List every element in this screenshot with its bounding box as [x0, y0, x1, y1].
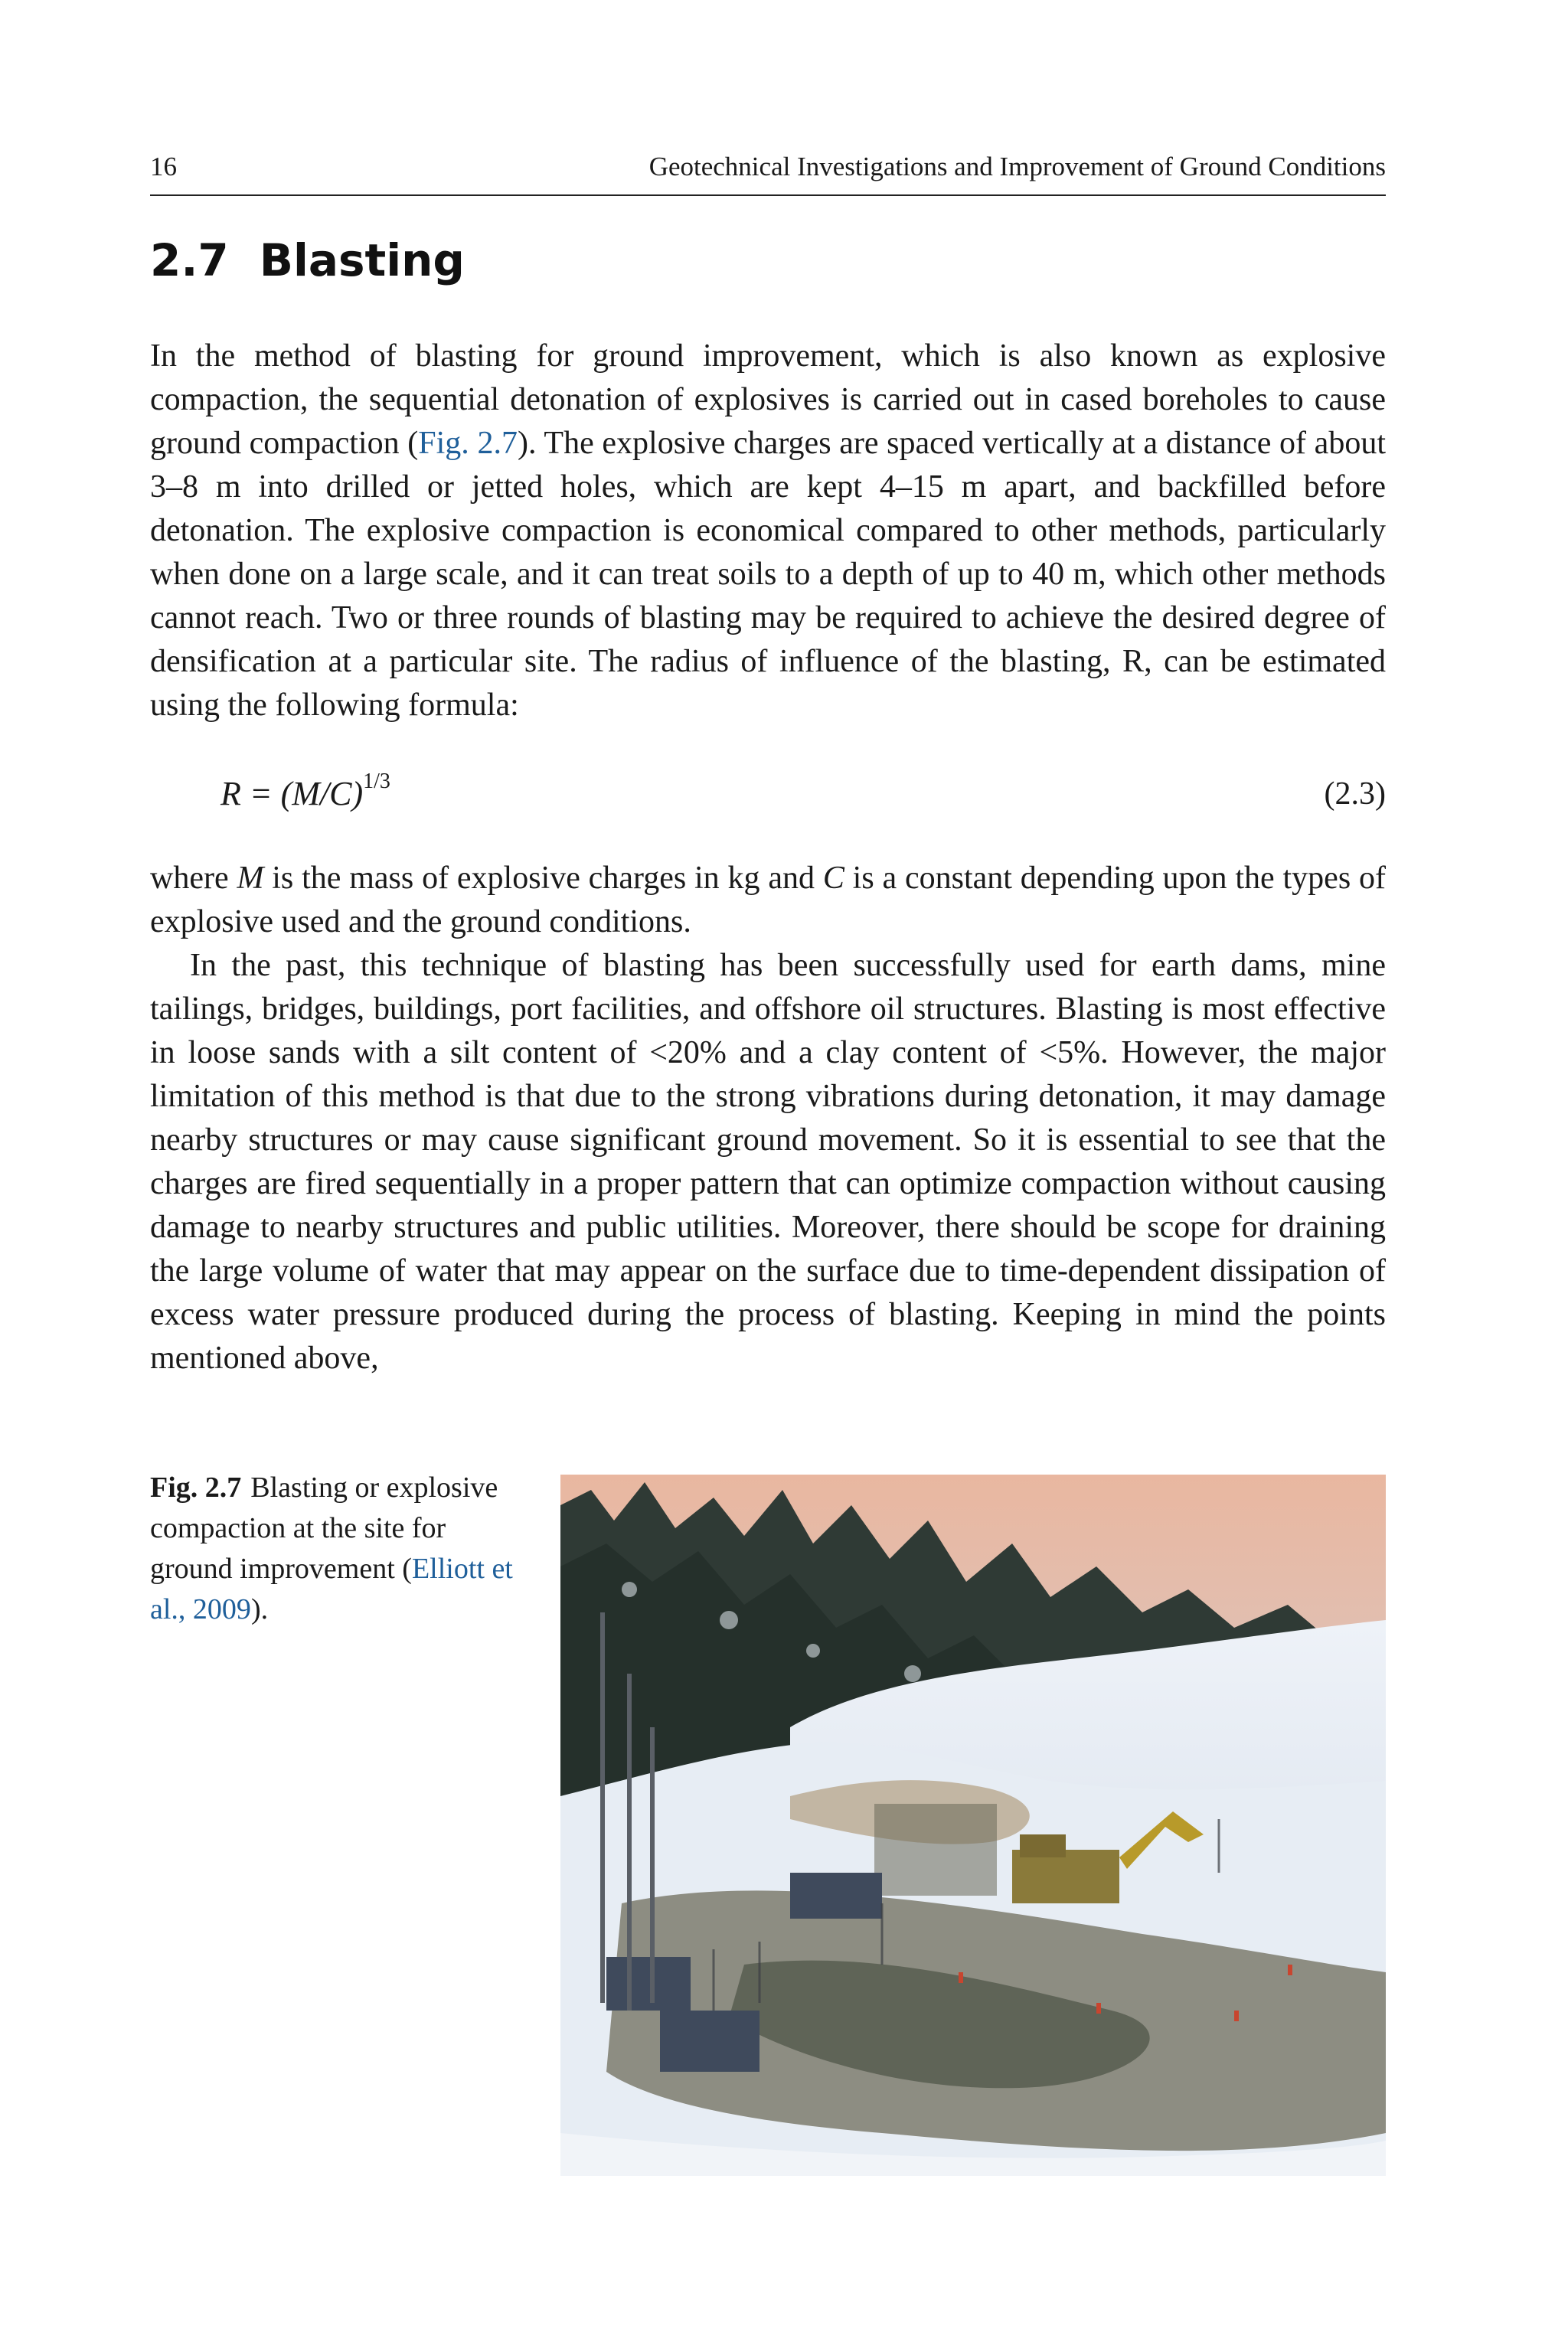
figure-caption [150, 1468, 533, 1630]
paragraph-1-text-b: ). The explosive charges are spaced vertically at a distance of about 3–8 m into drilled or jetted holes, which are kept 4–15 m apart, and backfilled before detonation. The explosive compaction is economical compared to other methods, particularly when done on a large scale, and it can treat soils to a depth of up to 40 m, which other methods cannot reach. Two or three rounds of blasting may be required to achieve the desired degree of densification at a particular site. The radius of influence of the blasting, R, can be estimated using the following formula: [150, 426, 1386, 723]
equation-formula [220, 767, 390, 821]
equation-exponent: 1/3 [363, 769, 390, 793]
section-number: 2.7 [150, 234, 229, 286]
paragraph-2-text-c: is a constant depending upon the types of explosive used and the ground conditions. [150, 861, 1386, 939]
equation-body: R = (M/C) [220, 775, 364, 812]
running-header [150, 149, 1386, 196]
equation-2-3 [220, 767, 1386, 821]
page-number: 16 [150, 152, 177, 181]
caption-text-b: ). [250, 1593, 269, 1625]
paragraph-2-text-b: is the mass of explosive charges in kg and [263, 861, 823, 896]
paragraph-2-text-a: where [150, 861, 237, 896]
running-title: Geotechnical Investigations and Improvement of Ground Conditions [648, 152, 1386, 181]
section-title: Blasting [259, 234, 465, 286]
paragraph-3: In the past, this technique of blasting has been successfully used for earth dams, mine tailings, bridges, buildings, port facilities, and offshore oil structures. Blasting is most effective in loose sands with a silt content of <20% and a clay content of <5%. However, the major limitation of this method is that due to the strong vibrations during detonation, it may damage nearby structures or may cause significant ground movement. So it is essential to see that the charges are fired sequentially in a proper pattern that can optimize compaction without causing damage to nearby structures and public utilities. Moreover, there should be scope for draining the large volume of water that may appear on the surface due to time-dependent dissipation of excess water pressure produced during the process of blasting. Keeping in mind the points mentioned above, [150, 948, 1386, 1376]
citation-link[interactable]: Elliott et al., 2009 [150, 1553, 513, 1625]
figure-label: Fig. 2.7 [150, 1472, 242, 1504]
section-heading [150, 230, 465, 291]
equation-number: (2.3) [1324, 776, 1386, 812]
caption-text-a: Blasting or explosive compaction at the site for ground improvement ( [150, 1472, 498, 1585]
paragraph-2 [150, 857, 1386, 944]
paragraph-1-text-a: In the method of blasting for ground improvement, which is also known as explosive compaction, the sequential detonation of explosives is carried out in cased boreholes to cause ground compaction ( [150, 338, 1386, 461]
figure-reference-link[interactable]: Fig. 2.7 [418, 426, 518, 461]
variable-m: M [237, 861, 264, 896]
figure-photo [560, 1475, 1386, 2176]
variable-c: C [822, 861, 844, 896]
paragraph-1 [150, 335, 1386, 727]
